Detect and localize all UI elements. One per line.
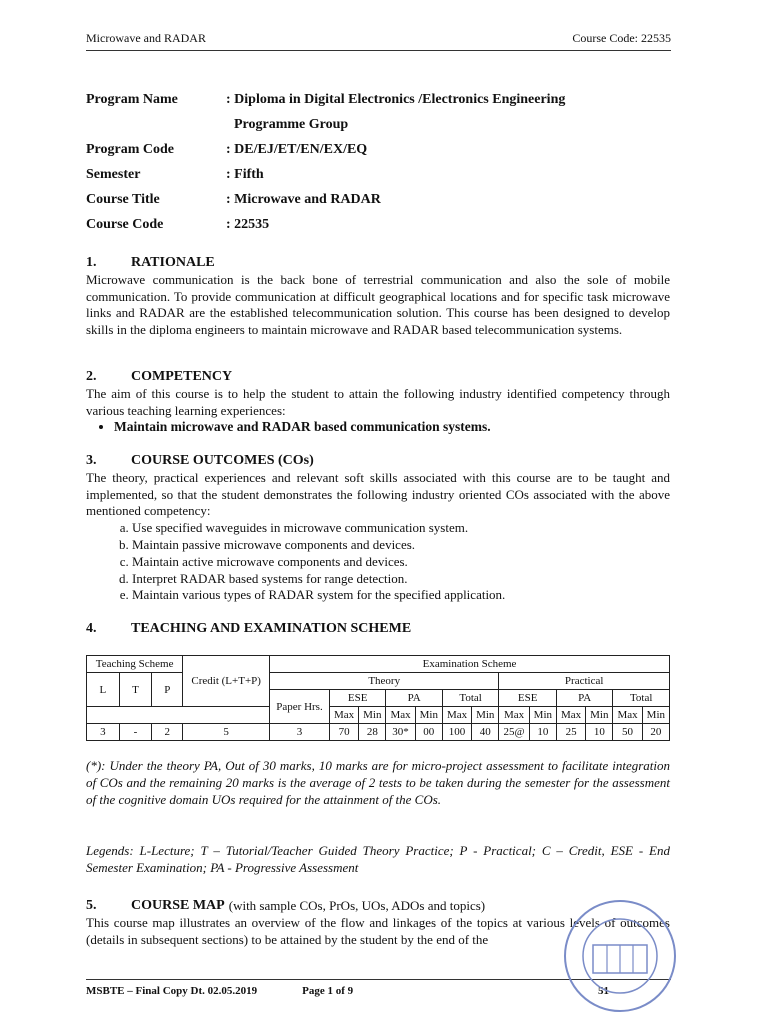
competency-list	[86, 419, 670, 436]
table-header: Min	[359, 707, 386, 724]
competency-bullet: • Maintain microwave and RADAR based communication systems.	[114, 419, 670, 436]
table-cell: 25@	[499, 724, 529, 741]
table-header: PA	[556, 690, 612, 707]
info-value: : DE/EJ/ET/EN/EX/EQ	[226, 141, 368, 157]
outcome-item: a. Use specified waveguides in microwave communication system.	[132, 520, 670, 537]
table-header: PA	[386, 690, 442, 707]
table-cell: 3	[270, 724, 330, 741]
program-info	[86, 87, 565, 237]
outcome-item: e. Maintain various types of RADAR system for the specified application.	[132, 587, 670, 604]
info-row	[86, 162, 565, 187]
info-label: Program Code	[86, 141, 174, 157]
table-header: Min	[586, 707, 613, 724]
outcome-item: d. Interpret RADAR based systems for range detection.	[132, 571, 670, 588]
table-header: Max	[386, 707, 415, 724]
table-header: Min	[642, 707, 669, 724]
outcome-item: b. Maintain passive microwave components and devices.	[132, 537, 670, 554]
table-cell: 10	[529, 724, 556, 741]
section-heading: 2. COMPETENCY	[86, 369, 233, 384]
table-header: L	[87, 673, 120, 707]
table-header: Max	[329, 707, 358, 724]
footer-sheet-number: 51	[598, 985, 609, 997]
info-value: : Fifth	[226, 166, 264, 182]
info-row	[86, 187, 565, 212]
outcome-item: c. Maintain active microwave components and devices.	[132, 554, 670, 571]
section-competency	[86, 369, 670, 436]
table-header: Max	[442, 707, 471, 724]
table-header: Practical	[499, 673, 670, 690]
table-header: Theory	[270, 673, 499, 690]
info-label: Program Name	[86, 91, 178, 107]
info-value: Programme Group	[234, 116, 349, 132]
table-header: T	[119, 673, 152, 707]
table-row	[87, 724, 670, 741]
section-heading: 5. COURSE MAP (with sample COs, PrOs, UOs, ADOs and topics)	[86, 898, 486, 913]
table-header: Max	[613, 707, 642, 724]
table-cell: 25	[556, 724, 585, 741]
section-scheme	[86, 621, 670, 638]
table-header: Paper Hrs.	[270, 690, 330, 724]
table-cell: -	[119, 724, 152, 741]
info-value: : Diploma in Digital Electronics /Electronics Engineering	[226, 91, 566, 107]
rationale-text: Microwave communication is the back bone of terrestrial communication and also the sole of mobile communication. To provide communication at difficult geographical locations and for specific task microwave links and RADAR are the established telecommunication solution. This course has been designed to develop skills in the diploma engineers to maintain microwave and RADAR based telecommunication systems.	[86, 271, 670, 338]
info-label: Course Title	[86, 191, 160, 207]
table-header: Total	[613, 690, 670, 707]
header-course-name: Microwave and RADAR	[86, 31, 206, 45]
info-row	[86, 87, 565, 112]
table-cell: 10	[586, 724, 613, 741]
page-header	[86, 31, 671, 51]
table-header: Max	[499, 707, 529, 724]
section-heading: 3. COURSE OUTCOMES (COs)	[86, 453, 314, 468]
table-cell: 2	[152, 724, 183, 741]
outcomes-text: The theory, practical experiences and relevant soft skills associated with this course are to be taught and implemented, so that the student demonstrates the following industry oriented COs associated with the above mentioned competency:	[86, 469, 670, 519]
table-cell: 3	[87, 724, 120, 741]
table-header: Min	[415, 707, 442, 724]
section-outcomes	[86, 453, 670, 604]
section-heading: 1. RATIONALE	[86, 255, 215, 270]
table-header: Teaching Scheme	[87, 656, 183, 673]
info-row	[86, 112, 565, 137]
table-header: Max	[556, 707, 585, 724]
info-row	[86, 212, 565, 237]
section-heading: 4. TEACHING AND EXAMINATION SCHEME	[86, 621, 412, 636]
legend-note: Legends: L-Lecture; T – Tutorial/Teacher Guided Theory Practice; P - Practical; C – Credit, ESE - End Semester Examination; PA - Progressive Assessment	[86, 843, 670, 875]
outcomes-list	[86, 520, 670, 604]
footer-page-number: Page 1 of 9	[302, 985, 354, 997]
course-map-text: This course map illustrates an overview of the flow and linkages of the topics at various levels of outcomes (details in subsequent sections) to be attained by the student by the end of the	[86, 914, 670, 947]
table-cell: 40	[472, 724, 499, 741]
info-label: Course Code	[86, 216, 164, 232]
table-cell: 50	[613, 724, 642, 741]
info-row	[86, 137, 565, 162]
scheme-table	[86, 655, 670, 741]
table-cell: 00	[415, 724, 442, 741]
table-header: Min	[529, 707, 556, 724]
info-value: : Microwave and RADAR	[226, 191, 381, 207]
table-header: Credit (L+T+P)	[183, 656, 270, 707]
info-label: Semester	[86, 166, 141, 182]
info-value: : 22535	[226, 216, 270, 232]
table-header: Total	[442, 690, 498, 707]
table-header: P	[152, 673, 183, 707]
table-header: Min	[472, 707, 499, 724]
table-cell: 20	[642, 724, 669, 741]
table-cell: 28	[359, 724, 386, 741]
footer-copy-date: MSBTE – Final Copy Dt. 02.05.2019	[86, 985, 258, 997]
table-cell: 30*	[386, 724, 415, 741]
table-cell: 5	[183, 724, 270, 741]
competency-text: The aim of this course is to help the student to attain the following industry identified competency through various teaching learning experiences:	[86, 385, 670, 418]
table-cell: 100	[442, 724, 471, 741]
theory-pa-note: (*): Under the theory PA, Out of 30 marks, 10 marks are for micro-project assessment to facilitate integration of COs and the remaining 20 marks is the average of 2 tests to be taken during the semester for the assessment of the cognitive domain UOs required for the attainment of the COs.	[86, 758, 670, 807]
table-header: ESE	[329, 690, 385, 707]
table-header: Examination Scheme	[270, 656, 670, 673]
table-header: ESE	[499, 690, 557, 707]
section-rationale	[86, 255, 670, 339]
table-cell: 70	[329, 724, 358, 741]
header-course-code: Course Code: 22535	[572, 31, 671, 45]
board-seal-stamp	[561, 897, 679, 1015]
